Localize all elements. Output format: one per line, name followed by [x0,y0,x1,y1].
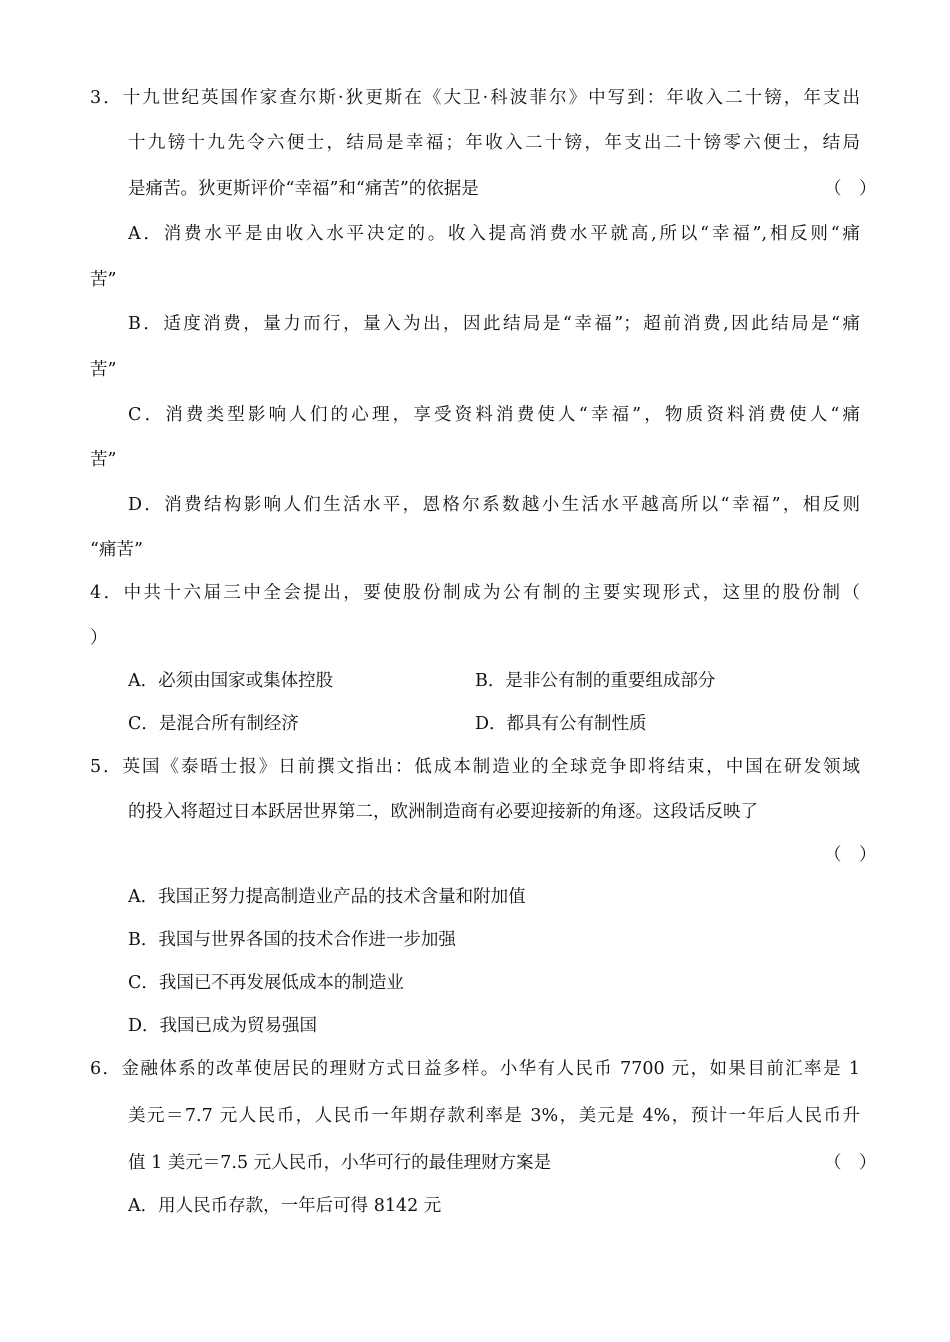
q4-stem-line-1: 4．中共十六届三中全会提出，要使股份制成为公有制的主要实现形式，这里的股份制（ [90,583,860,603]
q3-option-d: D．消费结构影响人们生活水平，恩格尔系数越小生活水平越高所以“幸福”，相反则 [128,495,860,515]
q3-answer-blank: （ ） [824,179,877,199]
q3-stem-line-3: 是痛苦。狄更斯评价“幸福”和“痛苦”的依据是 [128,179,479,199]
q3-option-c-cont: 苦” [90,450,117,470]
q4-option-b: B．是非公有制的重要组成部分 [475,671,716,691]
q6-stem-line-3: 值 1 美元＝7.5 元人民币，小华可行的最佳理财方案是 [128,1153,552,1173]
q3-option-b: B．适度消费，量力而行，量入为出，因此结局是“幸福”；超前消费,因此结局是“痛 [128,314,860,334]
q5-option-d: D．我国已成为贸易强国 [128,1016,318,1036]
q4-option-a: A．必须由国家或集体控股 [128,671,334,691]
q5-stem-line-2: 的投入将超过日本跃居世界第二，欧洲制造商有必要迎接新的角逐。这段话反映了 [128,802,758,822]
q3-option-a-cont: 苦” [90,270,117,290]
q5-stem-line-1: 5．英国《泰晤士报》日前撰文指出：低成本制造业的全球竞争即将结束，中国在研发领域 [90,757,860,777]
q6-stem-line-1: 6．金融体系的改革使居民的理财方式日益多样。小华有人民币 7700 元，如果目前汇率是 1 [90,1059,860,1079]
q3-option-a: A．消费水平是由收入水平决定的。收入提高消费水平就高,所以“幸福”,相反则“痛 [128,224,860,244]
q5-option-b: B．我国与世界各国的技术合作进一步加强 [128,930,456,950]
q5-option-a: A．我国正努力提高制造业产品的技术含量和附加值 [128,887,526,907]
q4-stem-line-2: ） [90,628,108,648]
q5-option-c: C．我国已不再发展低成本的制造业 [128,973,404,993]
q3-stem-line-2: 十九镑十九先令六便士，结局是幸福；年收入二十镑，年支出二十镑零六便士，结局 [128,133,860,153]
q4-option-c: C．是混合所有制经济 [128,714,299,734]
q3-option-d-cont: “痛苦” [90,540,143,560]
q3-stem-line-1: 3．十九世纪英国作家查尔斯·狄更斯在《大卫·科波菲尔》中写到：年收入二十镑，年支出 [90,88,860,108]
q6-answer-blank: （ ） [824,1153,877,1173]
q3-option-b-cont: 苦” [90,360,117,380]
q3-option-c: C．消费类型影响人们的心理，享受资料消费使人“幸福”，物质资料消费使人“痛 [128,405,860,425]
q4-option-d: D．都具有公有制性质 [475,714,647,734]
q6-stem-line-2: 美元＝7.7 元人民币，人民币一年期存款利率是 3%，美元是 4%，预计一年后人民币升 [128,1106,860,1126]
q5-answer-blank: （ ） [824,845,877,865]
q6-option-a: A．用人民币存款，一年后可得 8142 元 [128,1196,442,1216]
